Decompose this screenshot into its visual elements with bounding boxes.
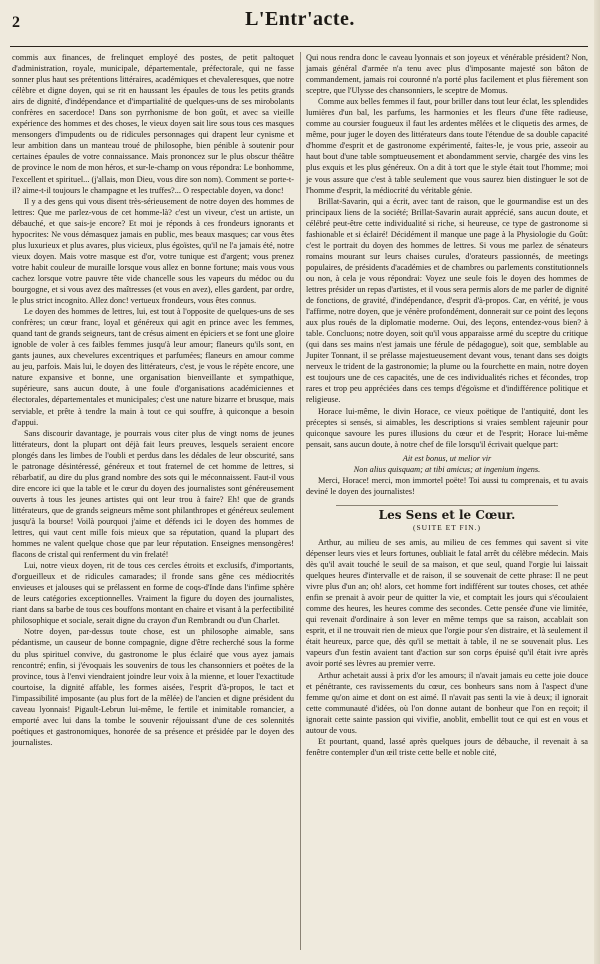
left-paragraph: Lui, notre vieux doyen, rit de tous ces cercles étroits et exclusifs, d'importants, d'orgueilleux et de ridicules camarades; il fronde sans gêne ces médiocrités envieuses et jalouses qui se prélassent en forme de coqs-d'Inde dans l'infime sphère de leurs catégories exceptionnelles. Vraiment la figure du doyen des journalistes, riant dans sa barbe de tous ces bouffons montant en chaire et visant à la perfectibilité philosophique et sociale, serait digne du crayon d'un Rembrandt ou d'un Charlet.	[12, 561, 294, 626]
left-paragraph: Sans discourir davantage, je pourrais vous citer plus de vingt noms de jeunes littérateurs, dont la plupart ont déjà fait leurs preuves, lesquels seraient encore plongés dans les limbes de l'oubli et perdus dans les dédales de leur obscurité, sans le patronage désintéressé, généreux et tout fraternel de cet homme de lettres, si rébarbatif, au dire du plus grand nombre des sots qui le méconnaissent. Faut-il vous dire encore ici que la table et le cœur du doyen des journalistes sont généreusement ouverts à tous les jeunes artistes qui ont leur trou à faire? Eh! que de grands littérateurs, que de grands seigneurs même sont philanthropes et généreux seulement jusqu'à la bourse! Voilà pourquoi j'aime et défends ici le doyen des hommes de lettres, qui vaut cent mille fois mieux que sa réputation, quand la plupart des hommes ne valent quelque chose que par leur réputation. Enseignes mensongères! flacons de cristal qui renferment du vin frelaté!	[12, 428, 294, 560]
right-paragraph: Comme aux belles femmes il faut, pour briller dans tout leur éclat, les splendides lumières d'un bal, les parfums, les harmonies et les fleurs d'une fête radieuse, comme au coursier fougueux il faut les ardentes mêlées et le cliquetis des armes, de même, pour juger le doyen des littérateurs dans toute l'étendue de sa double capacité d'homme d'esprit et de gastronome expérimenté, faites-le, je vous prie, asseoir au haut bout d'une table somptueusement et abondamment servie, chargée des vins les plus exquis et les plus généreux. On a dit à tort que le style était tout l'homme; moi je vous assure que c'est à table seulement que vous saurez bien distinguer le sot de l'homme d'esprit, la médiocrité du véritable génie.	[306, 97, 588, 195]
section-rule	[336, 505, 558, 506]
left-column	[12, 52, 294, 748]
page-number: 2	[12, 14, 20, 31]
latin-verse-line-2: Non alius quisquam; at tibi amicus; at ingenium ingens.	[353, 464, 541, 474]
section-subtitle: (SUITE ET FIN.)	[413, 522, 481, 532]
column-divider	[300, 52, 301, 950]
header-rule	[10, 46, 588, 47]
story-paragraph: Arthur achetait aussi à prix d'or les amours; il n'avait jamais eu cette joie douce et pénétrante, ces ravissements du cœur, ces bonheurs sans nom à l'aspect d'une femme qu'on aime et dont on est aimé. Il n'avait pas senti la vie à deux; il ignorait cette communauté d'idées, où l'on donne autant de bonheur que l'on en reçoit; il ignorait cette sainte passion qui vivifie, anoblit, embellit tout ce qui est en vous et autour de vous.	[306, 670, 588, 735]
right-paragraph: Brillat-Savarin, qui a écrit, avec tant de raison, que le gourmandise est un des principaux liens de la société; Brillat-Savarin aurait apprécié, sans aucun doute, et célébré peut-être cette individualité si riche, si heureuse, ce type de gastronome si fashionable et si éclairé! Décidément il manque une page à la Physiologie du Goût: c'est le portrait du doyen des hommes de lettres. Si vous me parlez de sénateurs romains mourant sur leurs chaises curules, d'orateurs passionnés, de meetings populaires, de présidents d'académies et de chambres ou parlements constitutionnels ou non, à cela je vous répondrai: Voyez une seule fois le doyen des hommes de lettres présider un repas d'artistes, et il vous sera permis alors de me parler de dignité de fonctions, de gravité, d'indépendance, d'esprit d'à-propos. Car, en vérité, je vous l'affirme, notre doyen, que je vénère profondément, donnerait sur ce point des leçons aux plus roués de la diplomatie moderne. Oui, des leçons, entendez-vous bien? à table. Concluons; notre doyen, soit qu'il vous apparaisse armé du sceptre du critique (qui dans ses mains n'est jamais une férule de pédagogue), soit que, semblable au Jupiter Tonnant, il se prélasse majestueusement devant vous, tenant dans ses doigts nerveux le trident de la gastronomie; la plume ou la fourchette en main, notre doyen est toujours une de ces capacités, une de ces individualités riches et fécondes, trop rares et trop peu appréciées dans ces temps d'égoïsme et d'indifférence politique et religieuse.	[306, 196, 588, 405]
story-paragraph: Arthur, au milieu de ses amis, au milieu de ces femmes qui savent si vite dépenser leurs vies et leurs fortunes, oubliait le fatal arrêt du célèbre médecin. Mais dès qu'il avait touché le seuil de sa maison, et que seul, quand l'orgie lui laissait quelques heures d'intervalle et de raison, il se souvenait de cette phrase: Il ne peut vivre plus d'un an; oh! alors, cet homme fort indifférent sur toutes choses, cet athée enfin se prenait à avoir peur de quitter la vie, et comptait les jours qui s'écoulaient comme des heures, les heures comme des secondes. Cette pensée d'une vie limitée, qui revenait d'ordinaire à son lever en même temps que sa raison, accablait son esprit, et il ne trouvait rien de mieux que l'orgie pour s'en distraire, et là seulement il était heureux, parce que, dès qu'il se mettait à table, il ne se souvenait plus. Les vapeurs d'un festin avaient tant d'action sur son corps épuisé qu'il était ivre après avoir porté ses lèvres au premier verre.	[306, 537, 588, 669]
closing-paragraph: Merci, Horace! merci, mon immortel poëte! Toi aussi tu comprenais, et tu avais deviné le doyen des journalistes!	[306, 475, 588, 496]
page-edge	[594, 0, 600, 964]
left-paragraph: Le doyen des hommes de lettres, lui, est tout à l'opposite de quelques-uns de ses confrères; un cœur franc, loyal et généreux qui agit en prince avec les femmes, quand tant de grands seigneurs, tant de crésus aiment en épiciers et se font une gloire ignoble de voler à ces faibles femmes jusqu'à leur amour; flaneurs qu'ils sont, en gants jaunes, aux chevelures excentriques et parfumées; flaneurs en amour comme au jeu, parfois. Mais lui, le doyen des littérateurs, c'est, je vous le répète encore, une nature expansive et bonne, une organisation bienveillante et sympathique, supérieure, sans aucun doute, à une foule d'organisations académiciennes et électorales, départementales et municipales; c'est une nature bizarre et brusque, mais serviable, et prête à tendre la main à tout ce qui souffre, à quiconque a besoin d'appui.	[12, 307, 295, 427]
section-title: Les Sens et le Cœur.	[378, 507, 516, 522]
story-paragraph: Et pourtant, quand, lassé après quelques jours de débauche, il revenait à sa fenêtre contempler d'un œil triste cette belle et noble cité,	[306, 736, 588, 757]
left-paragraph: Notre doyen, par-dessus toute chose, est un philosophe aimable, sans pédantisme, un causeur de bonne compagnie, digne d'être recherché sous la forme du plus spirituel convive, du gastronome le plus éclairé que vous ayez jamais rencontré; enfin, si j'évoquais les souvenirs de tous les chansonniers et poëtes de la province, tous à l'envi viendraient joindre leur voix à la mienne, et louer l'exactitude courtoise, la dignité affable, les formes aisées, l'esprit d'à-propos, le tact et l'impassibilité imposante (au plus fort de la mêlée) de l'ancien et digne président du caveau lyonnais! Pigault-Lebrun lui-même, le fertile et inimitable romancier, a emporté avec lui dans la tombe le souvenir réjouissant d'une de ces solennités poétiques et gastronomiques, honorée de sa présence et présidée par le doyen des journalistes.	[12, 627, 294, 747]
left-paragraph: commis aux finances, de frelinquet employé des postes, de petit paltoquet d'administration, royale, municipale, départementale, préfectorale, qui ne fasse sonner plus haut ses prétentions littéraires, académiques et chevaleresques, que notre célèbre et digne doyen, qui se rit en haussant les épaules de tous les petits grands airs de dignité, d'indépendance et d'impartialité de quelques-uns de ses mirobolants confrères en sacerdoce! Dans son pyrrhonisme de bon goût, et avec sa vieille expérience des hommes et des choses, le vieux doyen sait lire sous tous ces masques mensongers d'impudents ou de ridicules personnages qui drapent leur cynisme et leur ambition dans un manteau troué de philosophe, bien pénible à soutenir pour certaines épaules de votre connaissance. Mais prononcez sur le plus obscur théâtre de province le nom de mon héros, et sur-le-champ on vous répondra: Le bonhomme, l'excellent et spirituel... (j'allais, mon Dieu, vous dire son nom). Comment se porte-t-il? aime-t-il toujours le champagne et les truffes?... O respectable doyen, va donc!	[12, 53, 294, 195]
right-column	[306, 52, 588, 758]
latin-verse-line-1: Ait est bonus, ut melior vir	[402, 453, 492, 463]
right-paragraph: Qui nous rendra donc le caveau lyonnais et son joyeux et vénérable président? Non, jamais général d'armée n'a tenu avec plus d'imposante majesté son bâton de commandement, jamais roi couronné n'a porté plus facilement et plus fièrement son sceptre, que l'Ulysse des chansonniers, le sceptre de Momus.	[306, 53, 588, 96]
right-paragraph: Horace lui-même, le divin Horace, ce vieux poëtique de l'antiquité, dont les préceptes si sensés, si aimables, les descriptions si vraies semblent rajeunir pour quiconque savoure les pures illusions du cœur et de l'esprit; Horace lui-même pensait, sans aucun doute, à notre chef de file lorsqu'il écrivait quelque part:	[306, 406, 588, 449]
masthead-title: L'Entr'acte.	[245, 8, 355, 30]
left-paragraph: Il y a des gens qui vous disent très-sérieusement de notre doyen des hommes de lettres: Que me parlez-vous de cet homme-là? c'est un viveur, c'est un artiste, un débauché, et que sais-je encore? Et moi je réponds à ces frondeurs ignorants et hypocrites: Ne vous démasquez jamais en public, mes beaux masques; car vous êtes plus luxurieux et plus avares, plus vicieux, plus égoïstes, qu'il ne l'a jamais été, notre vieux doyen. Mais votre masque est d'or, votre tunique est d'argent; vous prenez votre habit couleur de muraille lorsque vous allez en bonne fortune; mais vous vous cachez lorsque votre pauvre tête vide chancelle sous les vapeurs du médoc ou du bourgogne, et si vous avez des maîtresses (et vous en avez), elles gardent, par ordre, le plus strict incognito. Allez donc! vertueux frondeurs, vous êtes connus.	[12, 196, 294, 306]
